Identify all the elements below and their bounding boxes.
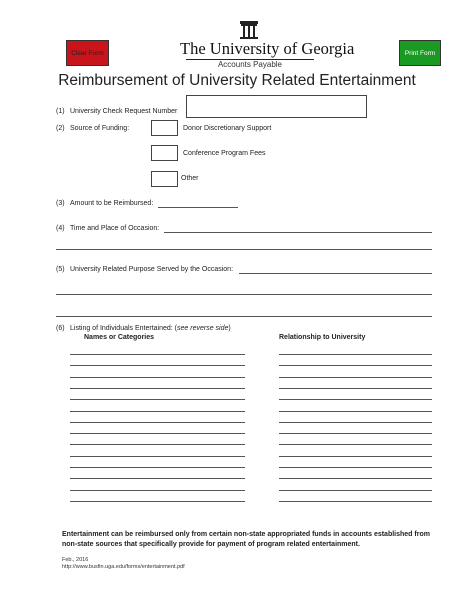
relationship-entry-line[interactable] xyxy=(279,444,432,445)
reimbursement-notice: Entertainment can be reimbursed only from certain non-state appropriated funds in accounts established from non-state sources that specifically provide for payment of program related entertainment. xyxy=(62,531,430,548)
relationship-entry-line[interactable] xyxy=(279,490,432,491)
time-place-field[interactable] xyxy=(164,232,432,233)
listing-note: see reverse side xyxy=(177,325,229,332)
relationship-entry-line[interactable] xyxy=(279,467,432,468)
name-entry-line[interactable] xyxy=(70,422,245,423)
purpose-label: University Related Purpose Served by the Occasion: xyxy=(70,266,234,273)
relationship-entry-line[interactable] xyxy=(279,456,432,457)
relationship-entry-line[interactable] xyxy=(279,422,432,423)
item-3-number: (3) xyxy=(56,200,65,207)
name-entry-line[interactable] xyxy=(70,399,245,400)
name-entry-line[interactable] xyxy=(70,388,245,389)
name-entry-line[interactable] xyxy=(70,377,245,378)
item-2-number: (2) xyxy=(56,125,65,132)
listing-label-close: ) xyxy=(228,325,231,332)
relationship-entry-line[interactable] xyxy=(279,501,432,502)
name-entry-line[interactable] xyxy=(70,456,245,457)
other-checkbox[interactable] xyxy=(151,171,178,187)
name-entry-line[interactable] xyxy=(70,354,245,355)
form-title: Reimbursement of University Related Entertainment xyxy=(58,72,416,89)
item-5-number: (5) xyxy=(56,266,65,273)
time-place-field-line-2[interactable] xyxy=(56,249,432,250)
name-entry-line[interactable] xyxy=(70,490,245,491)
purpose-field-line-3[interactable] xyxy=(56,316,432,317)
listing-label-text: Listing of Individuals Entertained: ( xyxy=(70,325,178,332)
check-request-label: University Check Request Number xyxy=(70,108,178,115)
conference-fees-checkbox[interactable] xyxy=(151,145,178,161)
time-place-label: Time and Place of Occasion: xyxy=(70,225,160,232)
relationship-entry-line[interactable] xyxy=(279,433,432,434)
purpose-field[interactable] xyxy=(239,273,432,274)
print-form-button[interactable]: Print Form xyxy=(399,40,441,66)
item-4-number: (4) xyxy=(56,225,65,232)
donor-discretionary-checkbox[interactable] xyxy=(151,120,178,136)
amount-label: Amount to be Reimbursed: xyxy=(70,200,154,207)
names-column-header: Names or Categories xyxy=(84,334,155,341)
relationship-entry-line[interactable] xyxy=(279,411,432,412)
name-entry-line[interactable] xyxy=(70,478,245,479)
relationship-column-header: Relationship to University xyxy=(279,334,366,341)
relationship-entry-line[interactable] xyxy=(279,399,432,400)
form-date: Feb., 2016 xyxy=(62,557,89,563)
name-entry-line[interactable] xyxy=(70,501,245,502)
relationship-entry-line[interactable] xyxy=(279,354,432,355)
university-name: The University of Georgia xyxy=(180,39,355,58)
relationship-entry-line[interactable] xyxy=(279,365,432,366)
item-6-number: (6) xyxy=(56,325,65,332)
department-name: Accounts Payable xyxy=(217,60,283,69)
name-entry-line[interactable] xyxy=(70,365,245,366)
donor-discretionary-label: Donor Discretionary Support xyxy=(183,125,272,132)
purpose-field-line-2[interactable] xyxy=(56,294,432,295)
name-entry-line[interactable] xyxy=(70,433,245,434)
clear-form-button[interactable]: Clear Form xyxy=(66,40,109,66)
other-label: Other xyxy=(181,175,199,182)
relationship-entry-line[interactable] xyxy=(279,388,432,389)
relationship-entry-line[interactable] xyxy=(279,478,432,479)
listing-label xyxy=(70,325,231,332)
name-entry-line[interactable] xyxy=(70,467,245,468)
name-entry-line[interactable] xyxy=(70,411,245,412)
funding-source-label: Source of Funding: xyxy=(70,125,130,132)
amount-field[interactable] xyxy=(158,207,238,208)
name-entry-line[interactable] xyxy=(70,444,245,445)
form-url: http://www.busfin.uga.edu/forms/entertainment.pdf xyxy=(62,564,185,570)
conference-fees-label: Conference Program Fees xyxy=(183,150,266,157)
arch-logo-icon xyxy=(238,21,260,40)
check-request-number-field[interactable] xyxy=(186,95,367,118)
relationship-entry-line[interactable] xyxy=(279,377,432,378)
item-1-number: (1) xyxy=(56,108,65,115)
